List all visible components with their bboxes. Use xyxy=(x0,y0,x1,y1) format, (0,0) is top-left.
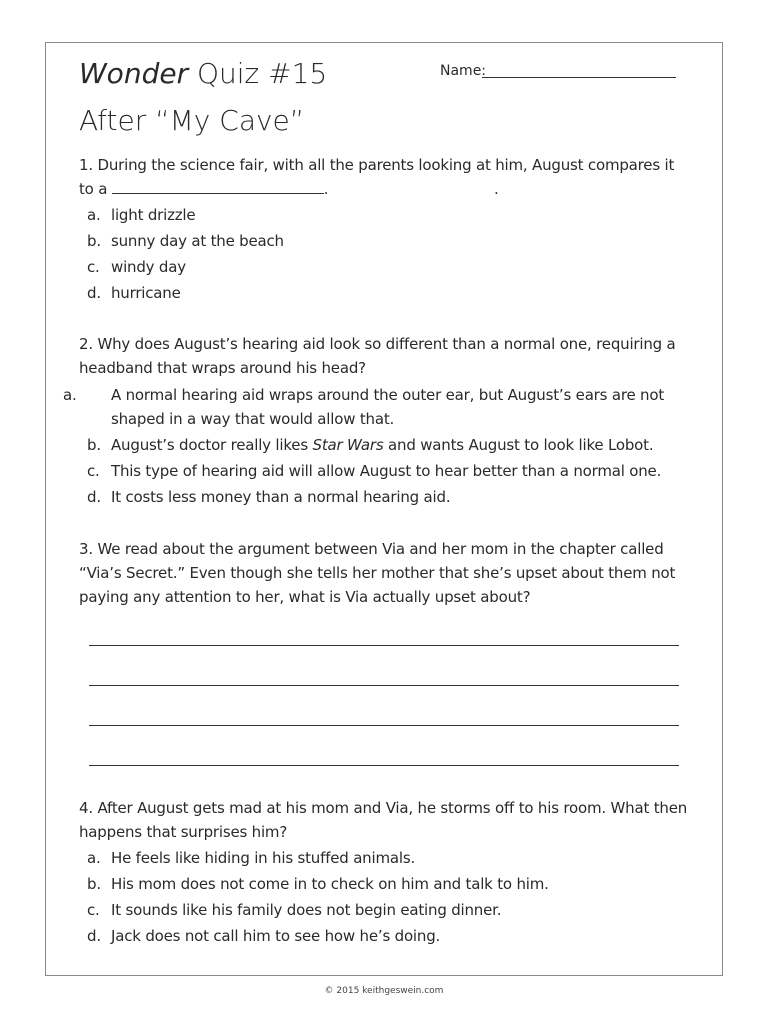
name-label: Name: xyxy=(440,63,487,79)
quiz-number: Quiz #15 xyxy=(188,57,328,90)
answer-line-3[interactable] xyxy=(89,725,679,726)
quiz-subtitle: After “My Cave” xyxy=(79,104,305,137)
question-1-option-b[interactable]: b. sunny day at the beach xyxy=(87,232,284,250)
book-title: Wonder xyxy=(79,57,189,90)
question-4-option-c[interactable]: c. It sounds like his family does not begin eating dinner. xyxy=(87,901,502,919)
answer-line-4[interactable] xyxy=(89,765,679,766)
copyright-footer: © 2015 keithgeswein.com xyxy=(324,986,444,996)
question-2-option-d[interactable]: d. It costs less money than a normal hearing aid. xyxy=(87,488,451,506)
question-2-text: 2. Why does August’s hearing aid look so different than a normal one, requiring a headband that wraps around his head? xyxy=(79,335,676,377)
quiz-title xyxy=(79,57,327,90)
question-4-option-b[interactable]: b. His mom does not come in to check on him and talk to him. xyxy=(87,875,549,893)
question-1-blank[interactable] xyxy=(112,179,324,194)
question-2-option-a[interactable]: a. A normal hearing aid wraps around the outer ear, but August’s ears are not shaped in a way that would allow that. xyxy=(63,386,665,428)
question-4-option-a[interactable]: a. He feels like hiding in his stuffed animals. xyxy=(87,849,416,867)
question-1-period: . xyxy=(323,180,329,198)
question-1-text: 1. During the science fair, with all the parents looking at him, August compares it to a xyxy=(79,156,675,198)
star-wars-title: Star Wars xyxy=(312,436,384,454)
question-1-option-d[interactable]: d. hurricane xyxy=(87,284,181,302)
question-2-option-c[interactable]: c. This type of hearing aid will allow August to hear better than a normal one. xyxy=(87,462,662,480)
question-1-option-a[interactable]: a. light drizzle xyxy=(87,206,196,224)
stray-mark: . xyxy=(494,180,499,198)
answer-line-1[interactable] xyxy=(89,645,679,646)
question-4-option-d[interactable]: d. Jack does not call him to see how he’s doing. xyxy=(87,927,441,945)
question-2-option-b[interactable]: b. August’s doctor really likes Star Wars and wants August to look like Lobot. xyxy=(87,436,654,454)
question-1-option-c[interactable]: c. windy day xyxy=(87,258,186,276)
name-field[interactable] xyxy=(482,77,676,78)
question-1 xyxy=(79,153,689,201)
question-3-text: 3. We read about the argument between Via and her mom in the chapter called “Via’s Secret.” Even though she tells her mother that she’s upset about them not paying any attention to her, what is Via actually upset about? xyxy=(79,540,676,606)
question-4-text: 4. After August gets mad at his mom and Via, he storms off to his room. What then happens that surprises him? xyxy=(79,799,688,841)
answer-line-2[interactable] xyxy=(89,685,679,686)
